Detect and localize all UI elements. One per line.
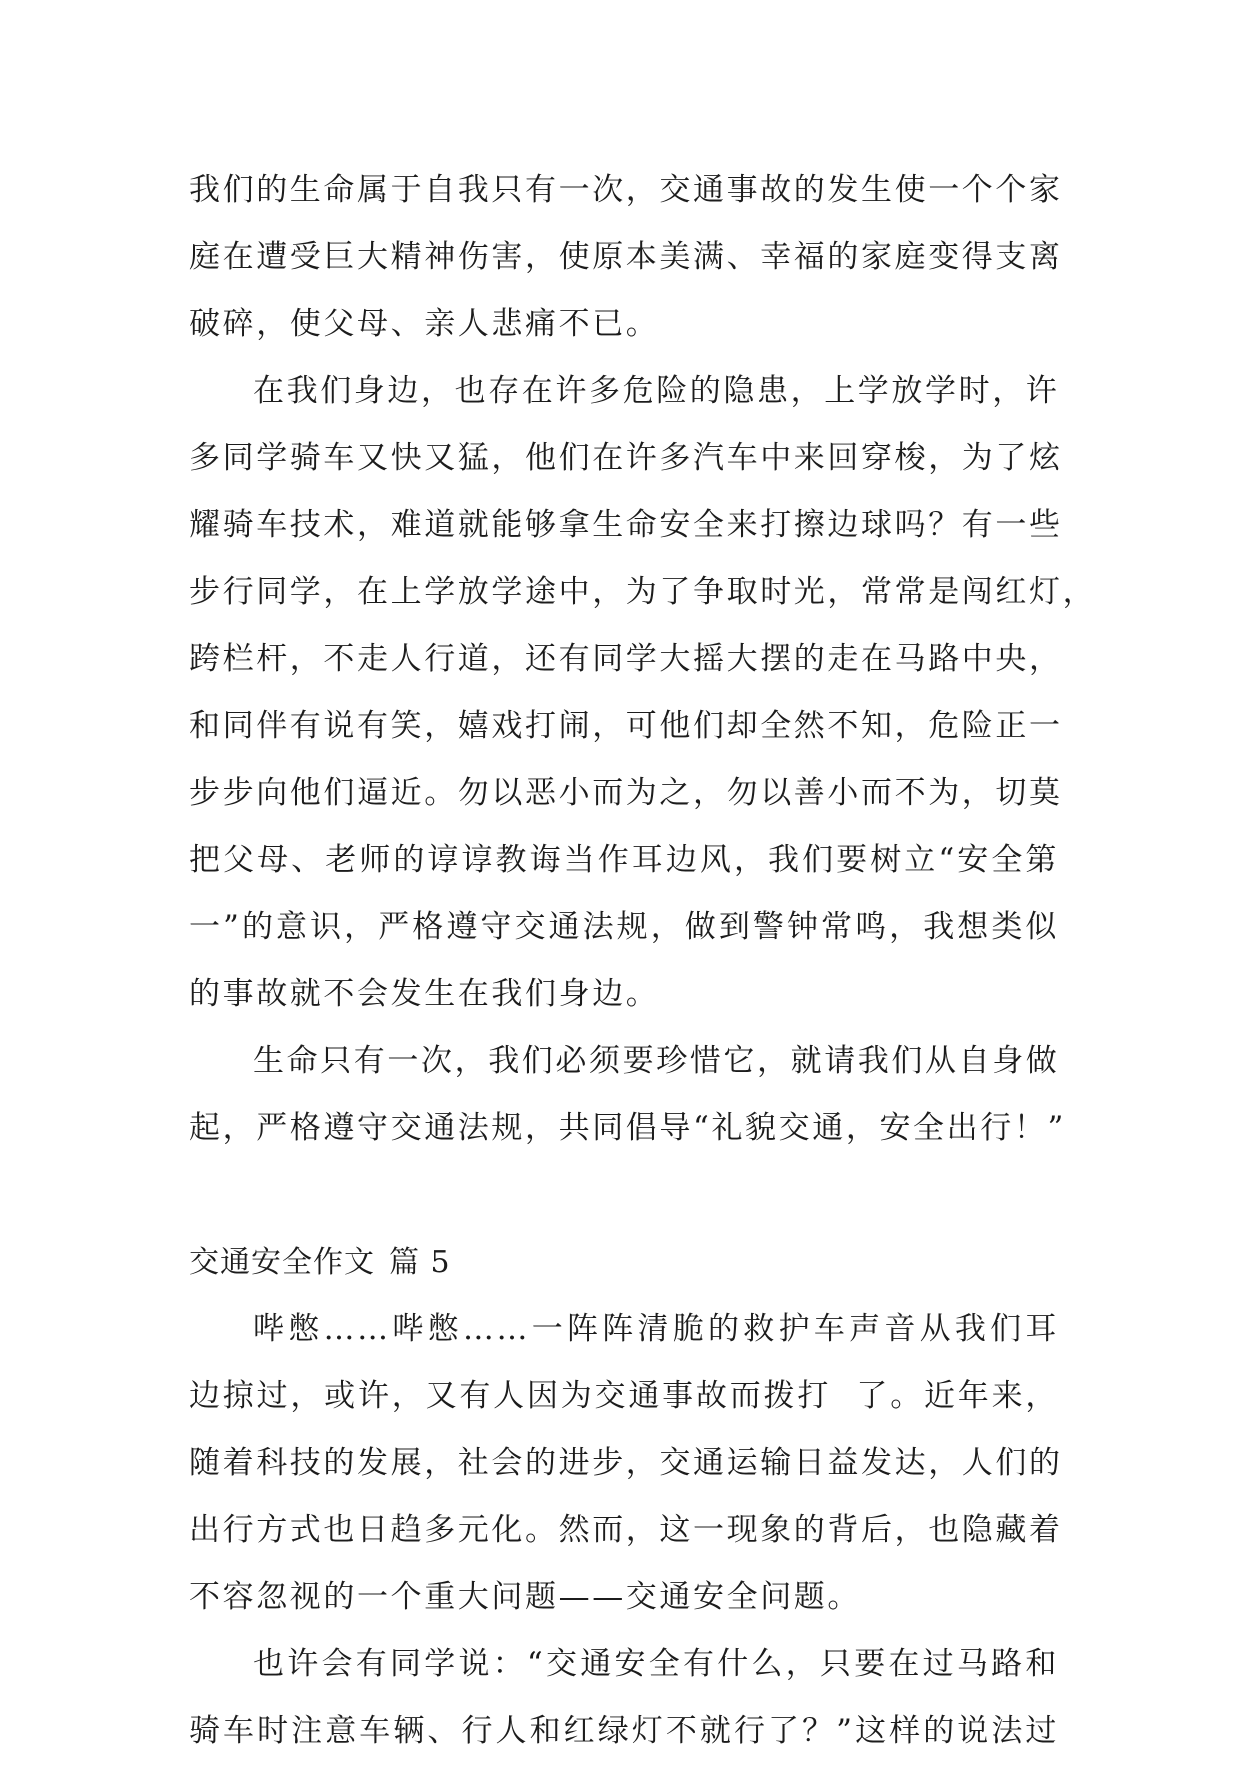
text-line: 跨栏杆，不走人行道，还有同学大摇大摆的走在马路中央， [189,641,1063,677]
text-line: 随着科技的发展，社会的进步，交通运输日益发达，人们的 [189,1445,1063,1481]
paragraph-5 [189,1631,1059,1765]
text-line: 一”的意识，严格遵守交通法规，做到警钟常鸣，我想类似 [189,909,1059,945]
paragraph-3 [189,1028,1066,1162]
text-line: 步行同学，在上学放学途中，为了争取时光，常常是闯红灯， [189,574,1097,610]
document-body [189,157,1097,1765]
text-line: 出行方式也日趋多元化。然而，这一现象的背后，也隐藏着 [189,1512,1063,1548]
text-line: 我们的生命属于自我只有一次，交通事故的发生使一个个家 [189,172,1063,208]
text-line: 骑车时注意车辆、行人和红绿灯不就行了？”这样的说法过 [189,1713,1059,1749]
section-title: 交通安全作文 [189,1245,375,1280]
text-line: 也许会有同学说：“交通安全有什么，只要在过马路和 [253,1646,1059,1682]
section-heading [189,1229,1059,1296]
text-line: 和同伴有说有笑，嬉戏打闹，可他们却全然不知，危险正一 [189,708,1063,744]
paragraph-4 [189,1296,1063,1631]
text-line: 边掠过，或许，又有人因为交通事故而拨打 了。近年来， [189,1378,1059,1414]
text-line: 不容忽视的一个重大问题——交通安全问题。 [189,1579,861,1615]
text-line: 耀骑车技术，难道就能够拿生命安全来打擦边球吗？有一些 [189,507,1063,543]
paragraph-2 [189,358,1097,1028]
text-line: 在我们身边，也存在许多危险的隐患，上学放学时，许 [253,373,1060,409]
text-line: 庭在遭受巨大精神伤害，使原本美满、幸福的家庭变得支离 [189,239,1063,275]
text-line: 哔憋……哔憋……一阵阵清脆的救护车声音从我们耳 [253,1311,1059,1347]
text-line: 生命只有一次，我们必须要珍惜它，就请我们从自身做 [253,1043,1060,1079]
text-line: 多同学骑车又快又猛，他们在许多汽车中来回穿梭，为了炫 [189,440,1063,476]
paragraph-spacer [189,1162,1059,1229]
text-line: 破碎，使父母、亲人悲痛不已。 [189,306,660,342]
text-line: 步步向他们逼近。勿以恶小而为之，勿以善小而不为，切莫 [189,775,1063,811]
text-line: 把父母、老师的谆谆教诲当作耳边风，我们要树立“安全第 [189,842,1059,878]
text-line: 起，严格遵守交通法规，共同倡导“礼貌交通，安全出行！” [189,1110,1066,1146]
section-number: 篇 5 [389,1245,451,1280]
text-line: 的事故就不会发生在我们身边。 [189,976,660,1012]
paragraph-1 [189,157,1063,358]
